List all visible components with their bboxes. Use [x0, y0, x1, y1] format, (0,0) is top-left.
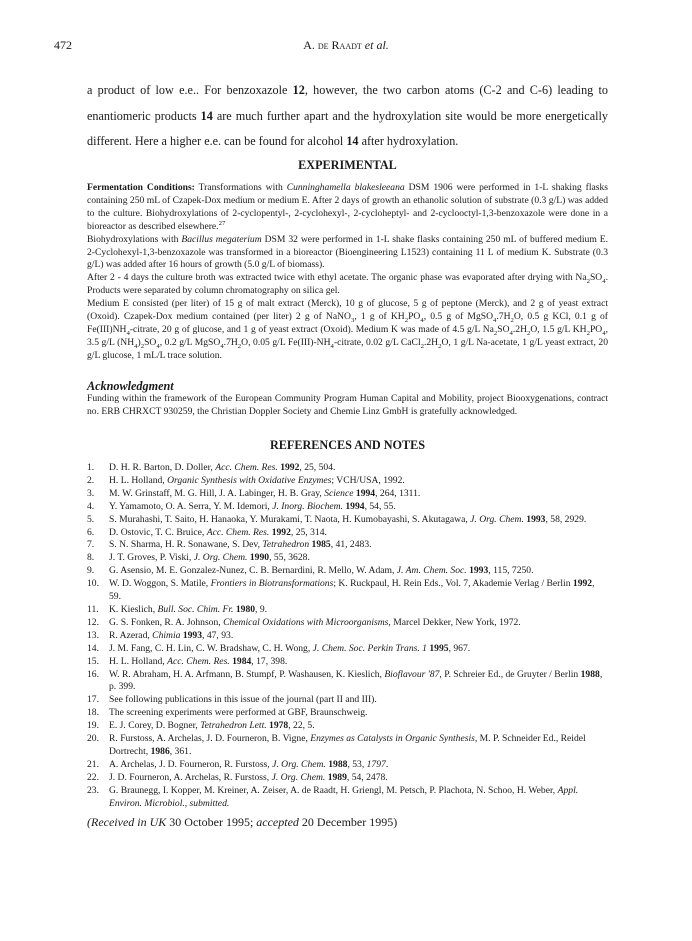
- received-line: (Received in UK 30 October 1995; accepted 20 December 1995): [87, 815, 398, 829]
- workup-paragraph: After 2 - 4 days the culture broth was extracted twice with ethyl acetate. The organic phase was evaporated after drying with $Na_2SO_4$. Products were separated by column chromatography on silica gel.: [87, 272, 608, 297]
- acknowledgment-text: Funding within the framework of the European Community Program Human Capital and Mobility, project Biooxygenations, contract no. ERB CHRXCT 930259, the Christian Doppler Society and Chemie Linz GmbH is gratefully acknowledged.: [87, 393, 608, 417]
- reference-item: 19. E. J. Corey, D. Bogner, Tetrahedron Lett. 1978, 22, 5.: [87, 720, 315, 732]
- reference-item: 8. J. T. Groves, P. Viski, J. Org. Chem. 1990, 55, 3628.: [87, 552, 310, 564]
- intro-paragraph: a product of low e.e.. For benzoxazole 12, however, the two carbon atoms (C-2 and C-6) leading to enantiomeric products 14 are much further apart and the hydroxylation site would be more energetically different. Here a higher e.e. can be found for alcohol 14 after hydroxylation.: [87, 83, 608, 148]
- running-title: A. de Raadt et al.: [303, 38, 389, 52]
- fermentation-paragraph: Fermentation Conditions: Transformations with Cunninghamella blakesleeana DSM 1906 were performed in 1-L shaking flasks containing 250 mL of Czapek-Dox medium or medium E. After 2 days of growth an ethanolic solution of substrate (0.3 g/L) was added to the culture. Biohydroxylations of 2-cyclopentyl-, 2-cyclohexyl-, 2-cycloheptyl- and 2-cyclooctyl-1,3-benzoxazole were done in a bioreactor as described elsewhere.$^{27}$: [87, 182, 609, 232]
- page-number: 472: [54, 38, 72, 52]
- reference-item: 7. S. N. Sharma, H. R. Sonawane, S. Dev, Tetrahedron 1985, 41, 2483.: [87, 539, 372, 551]
- reference-item: 23. G. Braunegg, I. Kopper, M. Kreiner, A. Zeiser, A. de Raadt, H. Griengl, M. Petsch, P. Plachota, N. Schoo, H. Weber, Appl. Environ. Microbiol., submitted.: [87, 784, 579, 809]
- reference-item: 4. Y. Yamamoto, O. A. Serra, Y. M. Idemori, J. Inorg. Biochem. 1994, 54, 55.: [87, 500, 396, 512]
- reference-item: 10. W. D. Woggon, S. Matile, Frontiers in Biotransformations; K. Ruckpaul, H. Rein Eds., Vol. 7, Akademie Verlag / Berlin 1992, 59.: [87, 578, 595, 603]
- reference-item: 3. M. W. Grinstaff, M. G. Hill, J. A. Labinger, H. B. Gray, Science 1994, 264, 1311.: [87, 487, 421, 499]
- reference-item: 9. G. Asensio, M. E. Gonzalez-Nunez, C. B. Bernardini, R. Mello, W. Adam, J. Am. Chem. Soc. 1993, 115, 7250.: [87, 565, 534, 577]
- reference-item: 11. K. Kieslich, Bull. Soc. Chim. Fr. 1980, 9.: [87, 603, 268, 615]
- reference-item: 13. R. Azerad, Chimia 1993, 47, 93.: [87, 629, 234, 641]
- reference-item: 20. R. Furstoss, A. Archelas, J. D. Fourneron, B. Vigne, Enzymes as Catalysts in Organic Synthesis, M. P. Schneider Ed., Reidel Dortrecht, 1986, 361.: [87, 733, 586, 757]
- experimental-section: [87, 182, 608, 363]
- reference-item: 6. D. Ostovic, T. C. Bruice, Acc. Chem. Res. 1992, 25, 314.: [87, 526, 327, 538]
- reference-item: 14. J. M. Fang, C. H. Lin, C. W. Bradshaw, C. H. Wong, J. Chem. Soc. Perkin Trans. 1 1995, 967.: [87, 642, 471, 654]
- reference-item: 2. H. L. Holland, Organic Synthesis with Oxidative Enzymes; VCH/USA, 1992.: [87, 474, 405, 486]
- reference-item: 16. W. R. Abraham, H. A. Arfmann, B. Stumpf, P. Washausen, K. Kieslich, Bioflavour '87, P. Schreier Ed., de Gruyter / Berlin 1988, p. 399.: [87, 668, 603, 693]
- reference-item: 22. J. D. Fourneron, A. Archelas, R. Furstoss, J. Org. Chem. 1989, 54, 2478.: [87, 771, 388, 783]
- references-heading: REFERENCES AND NOTES: [269, 438, 426, 452]
- reference-item: 18. The screening experiments were performed at GBF, Braunschweig.: [87, 707, 368, 719]
- reference-item: 5. S. Murahashi, T. Saito, H. Hanaoka, Y. Murakami, T. Naota, H. Kumobayashi, S. Akutagawa, J. Org. Chem. 1993, 58, 2929.: [87, 513, 587, 525]
- reference-item: 17. See following publications in this issue of the journal (part II and III).: [87, 694, 377, 706]
- acknowledgment-heading: Acknowledgment: [87, 379, 174, 393]
- reference-item: 12. G. S. Fonken, R. A. Johnson, Chemical Oxidations with Microorganisms, Marcel Dekker, New York, 1972.: [87, 616, 521, 628]
- experimental-heading: EXPERIMENTAL: [298, 158, 397, 172]
- medium-paragraph: Medium E consisted (per liter) of 15 g of malt extract (Merck), 10 g of glucose, 5 g of peptone (Merck), and 2 g of yeast extract (Oxoid). Czapek-Dox medium contained (per liter) 2 g of NaNO$_3$, 1 g of $KH_2PO_4$, 0.5 g of $MgSO_4.7H_2O$, 0.5 g KCl, 0.1 g of $Fe(III)NH_4$-citrate, 20 g of glucose, and 1 g of yeast extract (Oxoid). Medium K was made of 4.5 g/L $Na_2SO_4.2H_2O$, 1.5 g/L $KH_2PO_4$, 3.5 g/L $(NH_4)_2SO_4$, 0.2 g/L $MgSO_4.7H_2O$, 0.05 g/L $Fe(III)-NH_4$-citrate, 0.02 g/L $CaCl_2.2H_2O$, 1 g/L Na-acetate, 1 g/L yeast extract, 20 g/L glucose, 1 mL/L trace solution.: [87, 298, 608, 361]
- reference-item: 15. H. L. Holland, Acc. Chem. Res. 1984, 17, 398.: [87, 655, 288, 667]
- references-list: [87, 462, 608, 810]
- reference-item: 21. A. Archelas, J. D. Fourneron, R. Furstoss, J. Org. Chem. 1988, 53, 1797.: [87, 758, 389, 770]
- bacillus-paragraph: Biohydroxylations with Bacillus megaterium DSM 32 were performed in 1-L shake flasks containing 250 mL of buffered medium E. 2-Cyclohexyl-1,3-benzoxazole was transformed in a bioreactor (Bioengineering L1523) containing 11 L of medium K. Substrate (0.3 g/L) was added after 16 hours of growth (5.0 g/L of biomass).: [87, 233, 608, 271]
- running-head: [54, 38, 608, 52]
- reference-item: 1. D. H. R. Barton, D. Doller, Acc. Chem. Res. 1992, 25, 504.: [87, 462, 336, 473]
